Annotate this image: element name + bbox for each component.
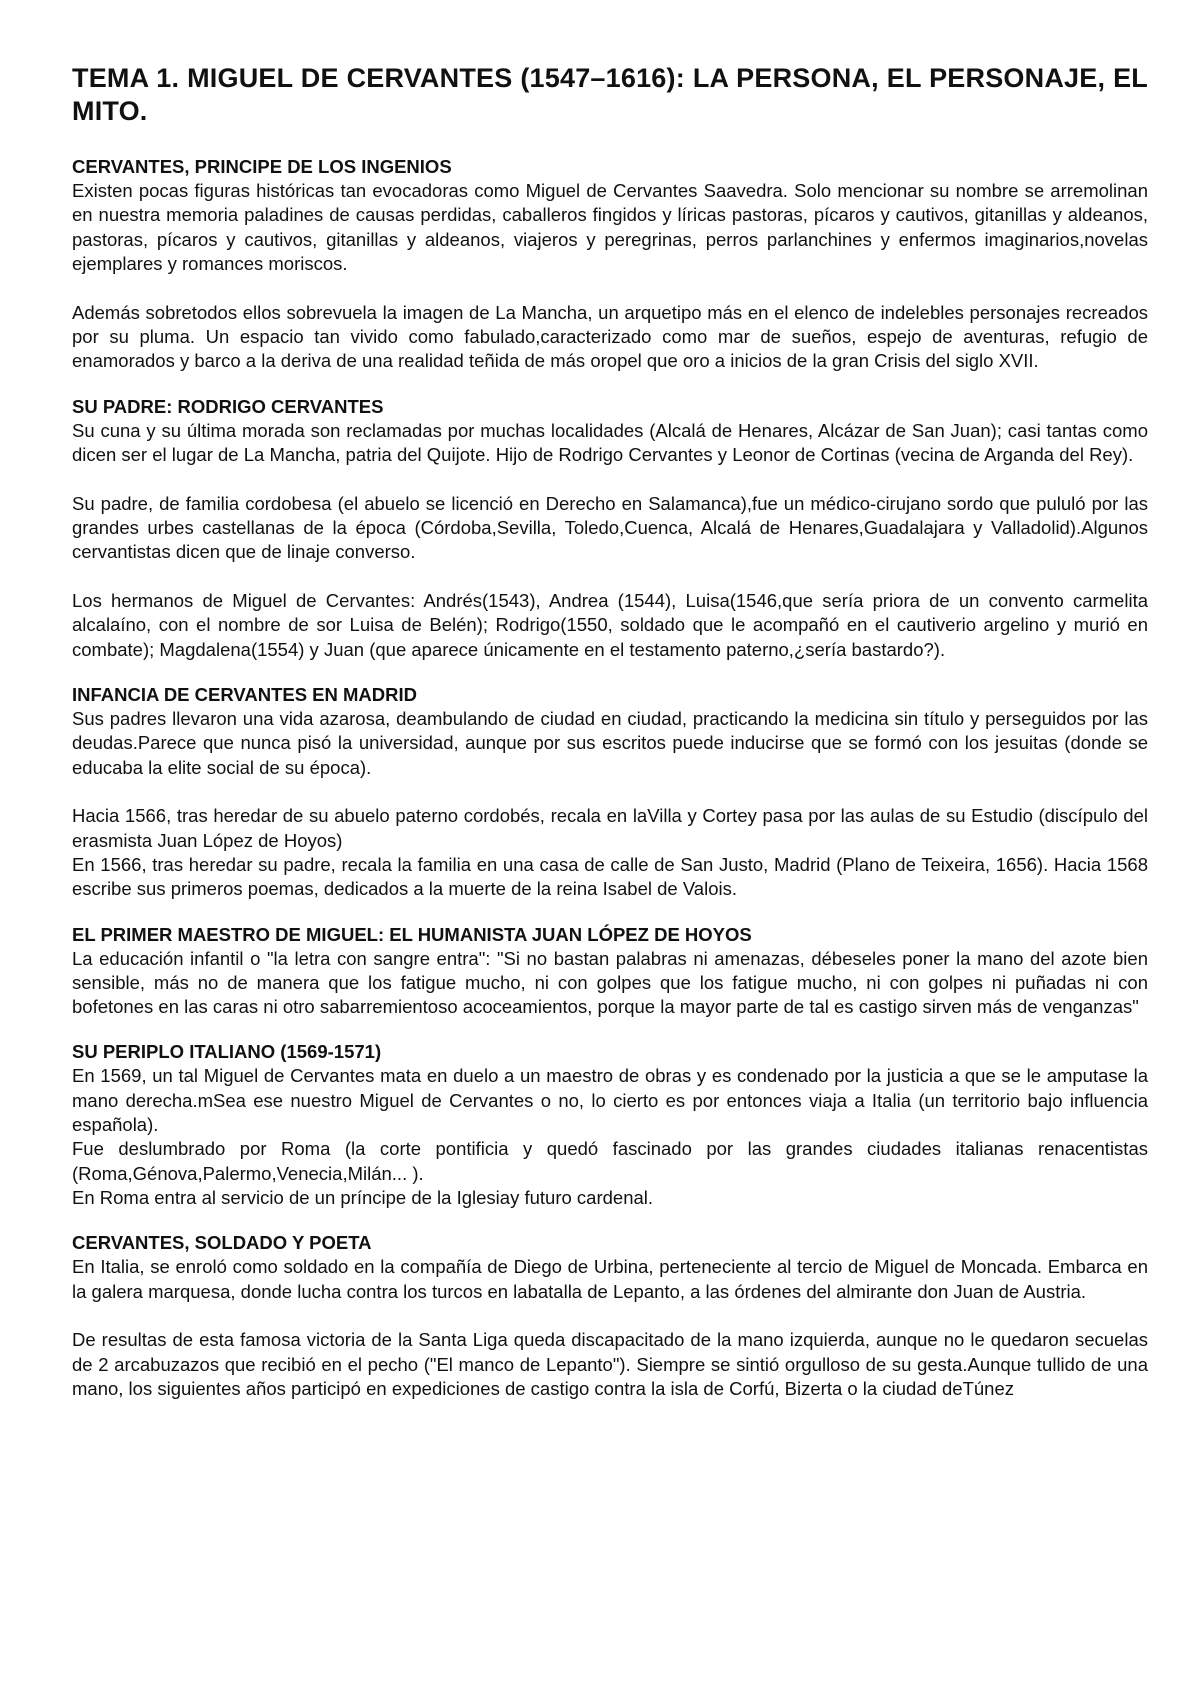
section-heading: CERVANTES, PRINCIPE DE LOS INGENIOS	[72, 156, 452, 177]
section-soldado-poeta	[72, 1231, 1148, 1401]
document-page	[72, 62, 1148, 1401]
paragraph: Además sobretodos ellos sobrevuela la imagen de La Mancha, un arquetipo más en el elenco de indelebles personajes recreados por su pluma. Un espacio tan vivido como fabulado,caracterizado como mar de sueños, espejo de aventuras, refugio de enamorados y barco a la deriva de una realidad teñida de más oropel que oro a inicios de la gran Crisis del siglo XVII.	[72, 301, 1148, 372]
paragraph: Su padre, de familia cordobesa (el abuelo se licenció en Derecho en Salamanca),fue un médico-cirujano sordo que pululó por las grandes urbes castellanas de la época (Córdoba,Sevilla, Toledo,Cuenca, Alcalá de Henares,Guadalajara y Valladolid).Algunos cervantistas dicen que de linaje converso.	[72, 492, 1148, 563]
paragraph: Fue deslumbrado por Roma (la corte pontificia y quedó fascinado por las grandes ciudades italianas renacentistas (Roma,Génova,Palermo,Venecia,Milán... ).	[72, 1138, 1148, 1184]
paragraph: Los hermanos de Miguel de Cervantes: Andrés(1543), Andrea (1544), Luisa(1546,que sería priora de un convento carmelita alcalaíno, con el nombre de sor Luisa de Belén); Rodrigo(1550, soldado que le acompañó en el cautiverio argelino y murió en combate); Magdalena(1554) y Juan (que aparece únicamente en el testamento paterno,¿sería bastardo?).	[72, 590, 1148, 660]
section-heading: SU PADRE: RODRIGO CERVANTES	[72, 395, 384, 417]
paragraph: En 1566, tras heredar su padre, recala la familia en una casa de calle de San Justo, Madrid (Plano de Teixeira, 1656). Hacia 1568 escribe sus primeros poemas, dedicados a la muerte de la reina Isabel de Valois.	[72, 853, 1148, 900]
section-infancia-madrid	[72, 683, 1148, 902]
paragraph: Existen pocas figuras históricas tan evocadoras como Miguel de Cervantes Saavedra. Solo mencionar su nombre se arremolinan en nuestra memoria paladines de causas perdidas, caballeros fingidos y líricas pastoras, pícaros y cautivos, gitanillas y aldeanos, pastoras, pícaros y cautivos, gitanillas y aldeanos, viajeros y peregrinas, perros parlanchines y enfermos imaginarios,novelas ejemplares y romances moriscos.	[72, 180, 1148, 274]
paragraph: En 1569, un tal Miguel de Cervantes mata en duelo a un maestro de obras y es condenado por la justicia a que se le amputase la mano derecha.mSea ese nuestro Miguel de Cervantes o no, lo cierto es por entonces viaja a Italia (un territorio bajo influencia española).	[72, 1065, 1148, 1136]
section-periplo-italiano	[72, 1040, 1148, 1210]
section-principe-ingenios	[72, 155, 1148, 374]
document-title: TEMA 1. MIGUEL DE CERVANTES (1547–1616): LA PERSONA, EL PERSONAJE, EL MITO.	[72, 63, 1148, 126]
paragraph: Hacia 1566, tras heredar de su abuelo paterno cordobés, recala en laVilla y Cortey pasa por las aulas de su Estudio (discípulo del erasmista Juan López de Hoyos)	[72, 805, 1148, 851]
section-heading: CERVANTES, SOLDADO Y POETA	[72, 1232, 372, 1254]
paragraph: De resultas de esta famosa victoria de la Santa Liga queda discapacitado de la mano izquierda, aunque no le quedaron secuelas de 2 arcabuzazos que recibió en el pecho ("El manco de Lepanto"). Siempre se sintió orgulloso de su gesta.Aunque tullido de una mano, los siguientes años participó en expediciones de castigo contra la isla de Corfú, Bizerta o la ciudad deTúnez	[72, 1329, 1148, 1399]
section-su-padre	[72, 395, 1148, 662]
section-primer-maestro	[72, 923, 1148, 1020]
section-heading: INFANCIA DE CERVANTES EN MADRID	[72, 683, 418, 705]
section-heading: SU PERIPLO ITALIANO (1569-1571)	[72, 1041, 382, 1063]
paragraph: En Italia, se enroló como soldado en la compañía de Diego de Urbina, perteneciente al tercio de Miguel de Moncada. Embarca en la galera marquesa, donde lucha contra los turcos en labatalla de Lepanto, a las órdenes del almirante don Juan de Austria.	[72, 1256, 1148, 1302]
paragraph: Su cuna y su última morada son reclamadas por muchas localidades (Alcalá de Henares, Alcázar de San Juan); casi tantas como dicen ser el lugar de La Mancha, patria del Quijote. Hijo de Rodrigo Cervantes y Leonor de Cortinas (vecina de Arganda del Rey).	[72, 419, 1148, 465]
paragraph: La educación infantil o "la letra con sangre entra": "Si no bastan palabras ni amenazas, débeseles poner la mano del azote bien sensible, más no de manera que los fatigue mucho, ni con golpes que los fatigue mucho, ni con golpes ni puñadas ni con bofetones en las caras ni otro sabarremientoso acoceamientos, porque la mayor parte de tal es castigo sirven más de venganzas"	[72, 947, 1148, 1018]
paragraph: En Roma entra al servicio de un príncipe de la Iglesiay futuro cardenal.	[72, 1186, 654, 1208]
section-heading: EL PRIMER MAESTRO DE MIGUEL: EL HUMANISTA JUAN LÓPEZ DE HOYOS	[72, 923, 752, 945]
paragraph: Sus padres llevaron una vida azarosa, deambulando de ciudad en ciudad, practicando la medicina sin título y perseguidos por las deudas.Parece que nunca pisó la universidad, aunque por sus escritos puede inducirse que se formó con los jesuitas (donde se educaba la elite social de su época).	[72, 707, 1148, 778]
